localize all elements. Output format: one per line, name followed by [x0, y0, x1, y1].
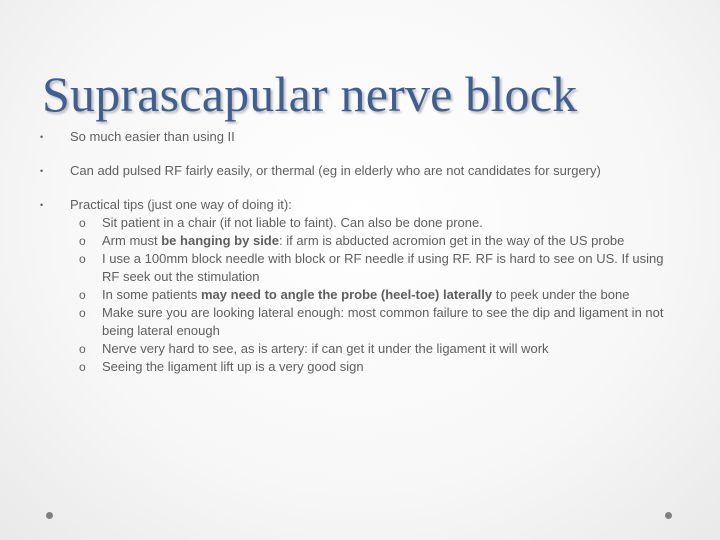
sub-bullet-marker: o — [79, 288, 86, 302]
sub-bullet-item — [70, 358, 680, 376]
sub-bullet-text: Make sure you are looking lateral enough: most common failure to see the dip and ligament in not being lateral enough — [102, 305, 664, 338]
bullet-marker: • — [40, 200, 44, 210]
sub-bullet-marker: o — [79, 360, 86, 374]
decorative-dot-icon — [665, 512, 672, 519]
sub-bullet-item — [70, 304, 680, 340]
sub-bullet-text: I use a 100mm block needle with block or RF needle if using RF. RF is hard to see on US. If using RF seek out the stimulation — [102, 251, 664, 284]
sub-bullet-text-bold: be hanging by side — [161, 233, 279, 248]
slide-title: Suprascapular nerve block — [42, 66, 578, 122]
sub-bullet-item — [70, 340, 680, 358]
bullet-text: So much easier than using II — [70, 129, 235, 144]
bullet-marker: • — [40, 166, 44, 176]
sub-bullet-item — [70, 250, 680, 286]
bullet-marker: • — [40, 132, 44, 142]
sub-bullet-marker: o — [79, 252, 86, 266]
sub-bullet-marker: o — [79, 234, 86, 248]
sub-bullet-marker: o — [79, 216, 86, 230]
sub-bullet-text: Seeing the ligament lift up is a very good sign — [102, 359, 364, 374]
slide-content — [40, 128, 680, 392]
sub-bullet-text: Sit patient in a chair (if not liable to faint). Can also be done prone. — [102, 215, 483, 230]
bullet-item — [40, 196, 680, 376]
sub-bullet-text: Nerve very hard to see, as is artery: if can get it under the ligament it will work — [102, 341, 549, 356]
bullet-text: Can add pulsed RF fairly easily, or thermal (eg in elderly who are not candidates for surgery) — [70, 163, 601, 178]
sub-bullet-list — [70, 214, 680, 376]
sub-bullet-text-pre: In some patients — [102, 287, 201, 302]
sub-bullet-item — [70, 214, 680, 232]
sub-bullet-text-pre: Arm must — [102, 233, 162, 248]
sub-bullet-text-post: to peek under the bone — [492, 287, 630, 302]
sub-bullet-text-post: : if arm is abducted acromion get in the way of the US probe — [278, 233, 625, 248]
decorative-dot-icon — [46, 512, 53, 519]
bullet-item — [40, 162, 680, 180]
sub-bullet-text-bold: may need to angle the probe (heel-toe) laterally — [201, 287, 493, 302]
sub-bullet-item — [70, 286, 680, 304]
sub-bullet-marker: o — [79, 342, 86, 356]
sub-bullet-item — [70, 232, 680, 250]
sub-bullet-marker: o — [79, 306, 86, 320]
bullet-text: Practical tips (just one way of doing it): — [70, 197, 292, 212]
bullet-item — [40, 128, 680, 146]
